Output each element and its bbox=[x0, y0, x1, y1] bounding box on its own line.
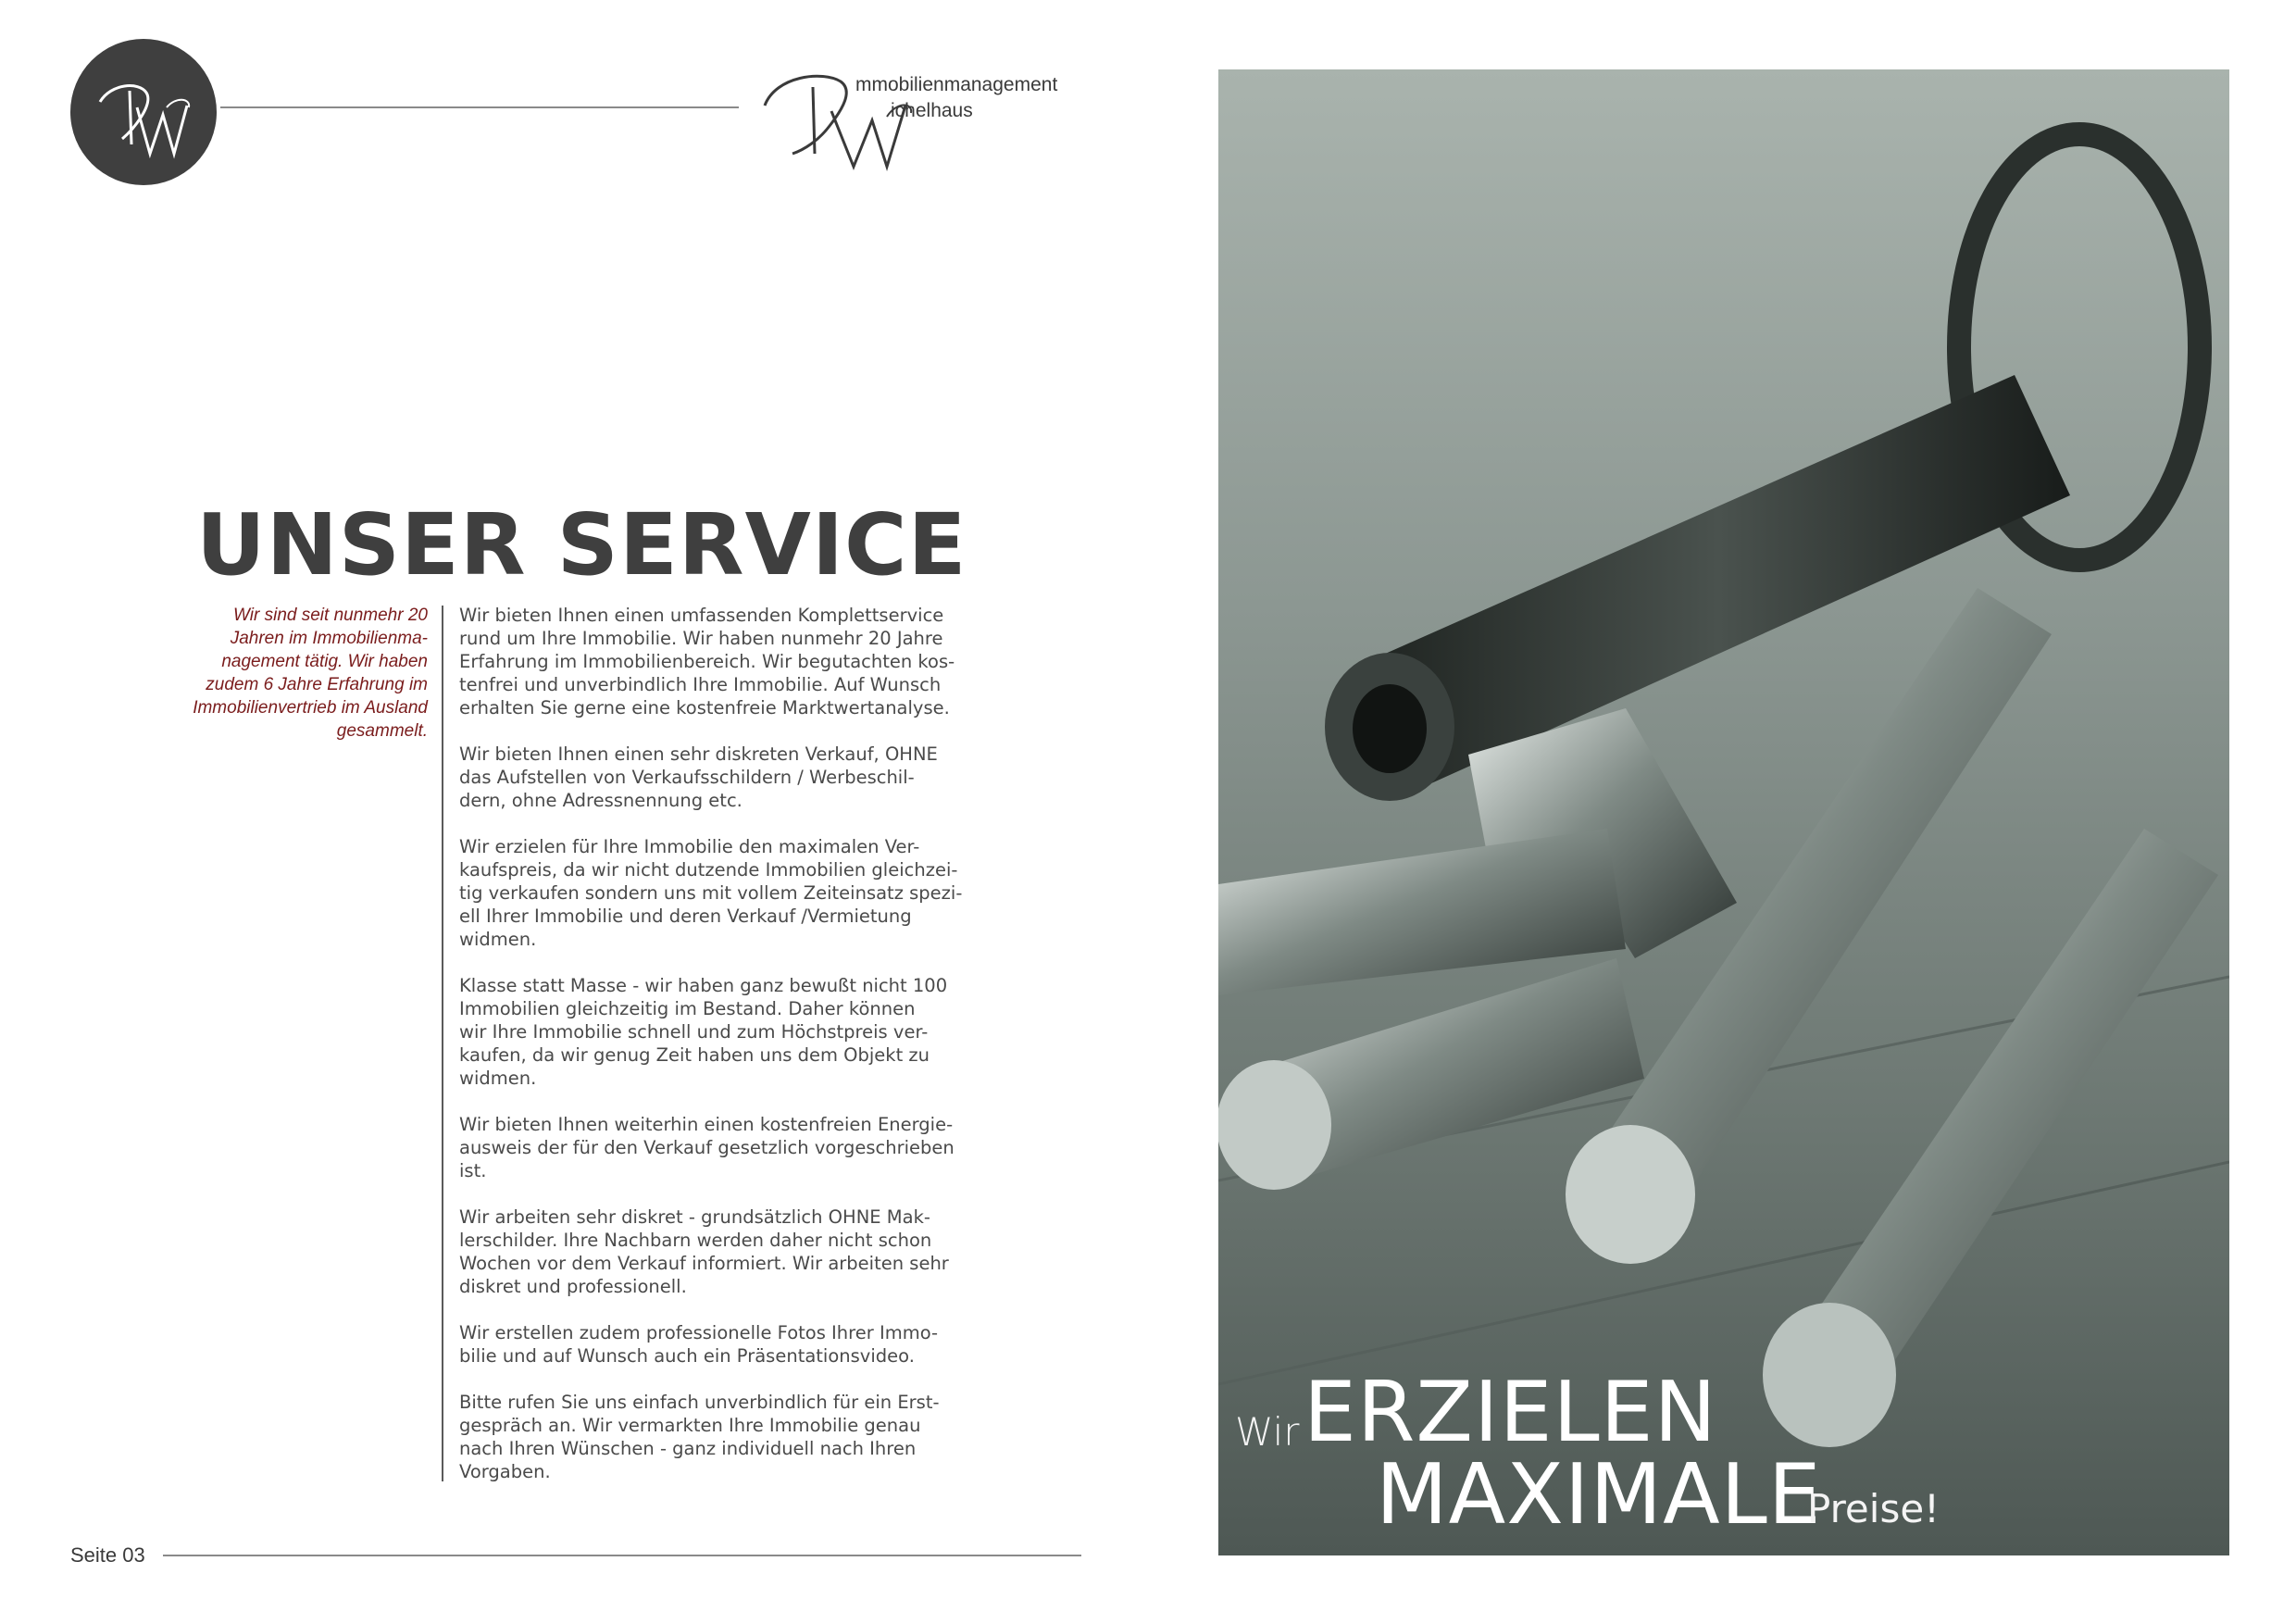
monogram-iw-icon bbox=[74, 43, 213, 181]
page-number: Seite 03 bbox=[70, 1543, 145, 1567]
keys-photo bbox=[1218, 69, 2229, 1555]
footer-rule bbox=[163, 1555, 1081, 1556]
claim-small-1: Wir bbox=[1235, 1409, 1300, 1455]
brand-wordmark bbox=[757, 65, 1091, 176]
paragraph: Wir bieten Ihnen weiterhin einen kostenfreien Energie- ausweis der für den Verkauf gesetzlich vorgeschrieben ist. bbox=[459, 1114, 955, 1181]
claim-big-1: ERZIELEN bbox=[1304, 1364, 1717, 1461]
column-divider bbox=[442, 606, 443, 1481]
paragraph: Wir erstellen zudem professionelle Fotos Ihrer Immo- bilie und auf Wunsch auch ein Präsentationsvideo. bbox=[459, 1322, 939, 1367]
lead-text: Wir sind seit nunmehr 20 Jahren im Immobilienma-nagement tätig. Wir haben zudem 6 Jahre Erfahrung im Immobilienvertrieb im Ausland gesammelt. bbox=[193, 606, 428, 741]
brand-line-2: ichelhaus bbox=[891, 100, 973, 121]
body-text bbox=[459, 604, 973, 1506]
claim-overlay bbox=[1218, 69, 2229, 1555]
claim-big-2: MAXIMALE bbox=[1376, 1446, 1822, 1543]
paragraph: Wir arbeiten sehr diskret - grundsätzlich OHNE Mak- lerschilder. Ihre Nachbarn werden daher nicht schon Wochen vor dem Verkauf informiert. Wir arbeiten sehr diskret und professionell. bbox=[459, 1206, 949, 1297]
paragraph: Wir bieten Ihnen einen sehr diskreten Verkauf, OHNE das Aufstellen von Verkaufsschildern / Werbeschil- dern, ohne Adressnennung etc. bbox=[459, 743, 938, 811]
claim-small-2: Preise! bbox=[1807, 1486, 1940, 1531]
brand-line-1: mmobilienmanagement bbox=[855, 74, 1058, 95]
page-title: UNSER SERVICE bbox=[196, 495, 967, 594]
paragraph: Wir erzielen für Ihre Immobilie den maximalen Ver- kaufspreis, da wir nicht dutzende Immobilien gleichzei- tig verkaufen sondern uns mit vollem Zeiteinsatz spezi- ell Ihrer Immobilie und deren Verkauf /Vermietung widmen. bbox=[459, 836, 963, 950]
monogram-logo bbox=[70, 39, 217, 185]
paragraph: Bitte rufen Sie uns einfach unverbindlich für ein Erst- gespräch an. Wir vermarkten Ihre Immobilie genau nach Ihren Wünschen - ganz individuell nach Ihren Vorgaben. bbox=[459, 1392, 940, 1482]
header-rule bbox=[220, 106, 739, 108]
paragraph: Klasse statt Masse - wir haben ganz bewußt nicht 100 Immobilien gleichzeitig im Bestand. Daher können wir Ihre Immobilie schnell und zum Höchstpreis ver- kaufen, da wir genug Zeit haben uns dem Objekt zu widmen. bbox=[459, 975, 948, 1089]
paragraph: Wir bieten Ihnen einen umfassenden Komplettservice rund um Ihre Immobilie. Wir haben nunmehr 20 Jahre Erfahrung im Immobilienbereich. Wir begutachten kos- tenfrei und unverbindlich Ihre Immobilie. Auf Wunsch erhalten Sie gerne eine kostenfreie Marktwertanalyse. bbox=[459, 605, 955, 718]
